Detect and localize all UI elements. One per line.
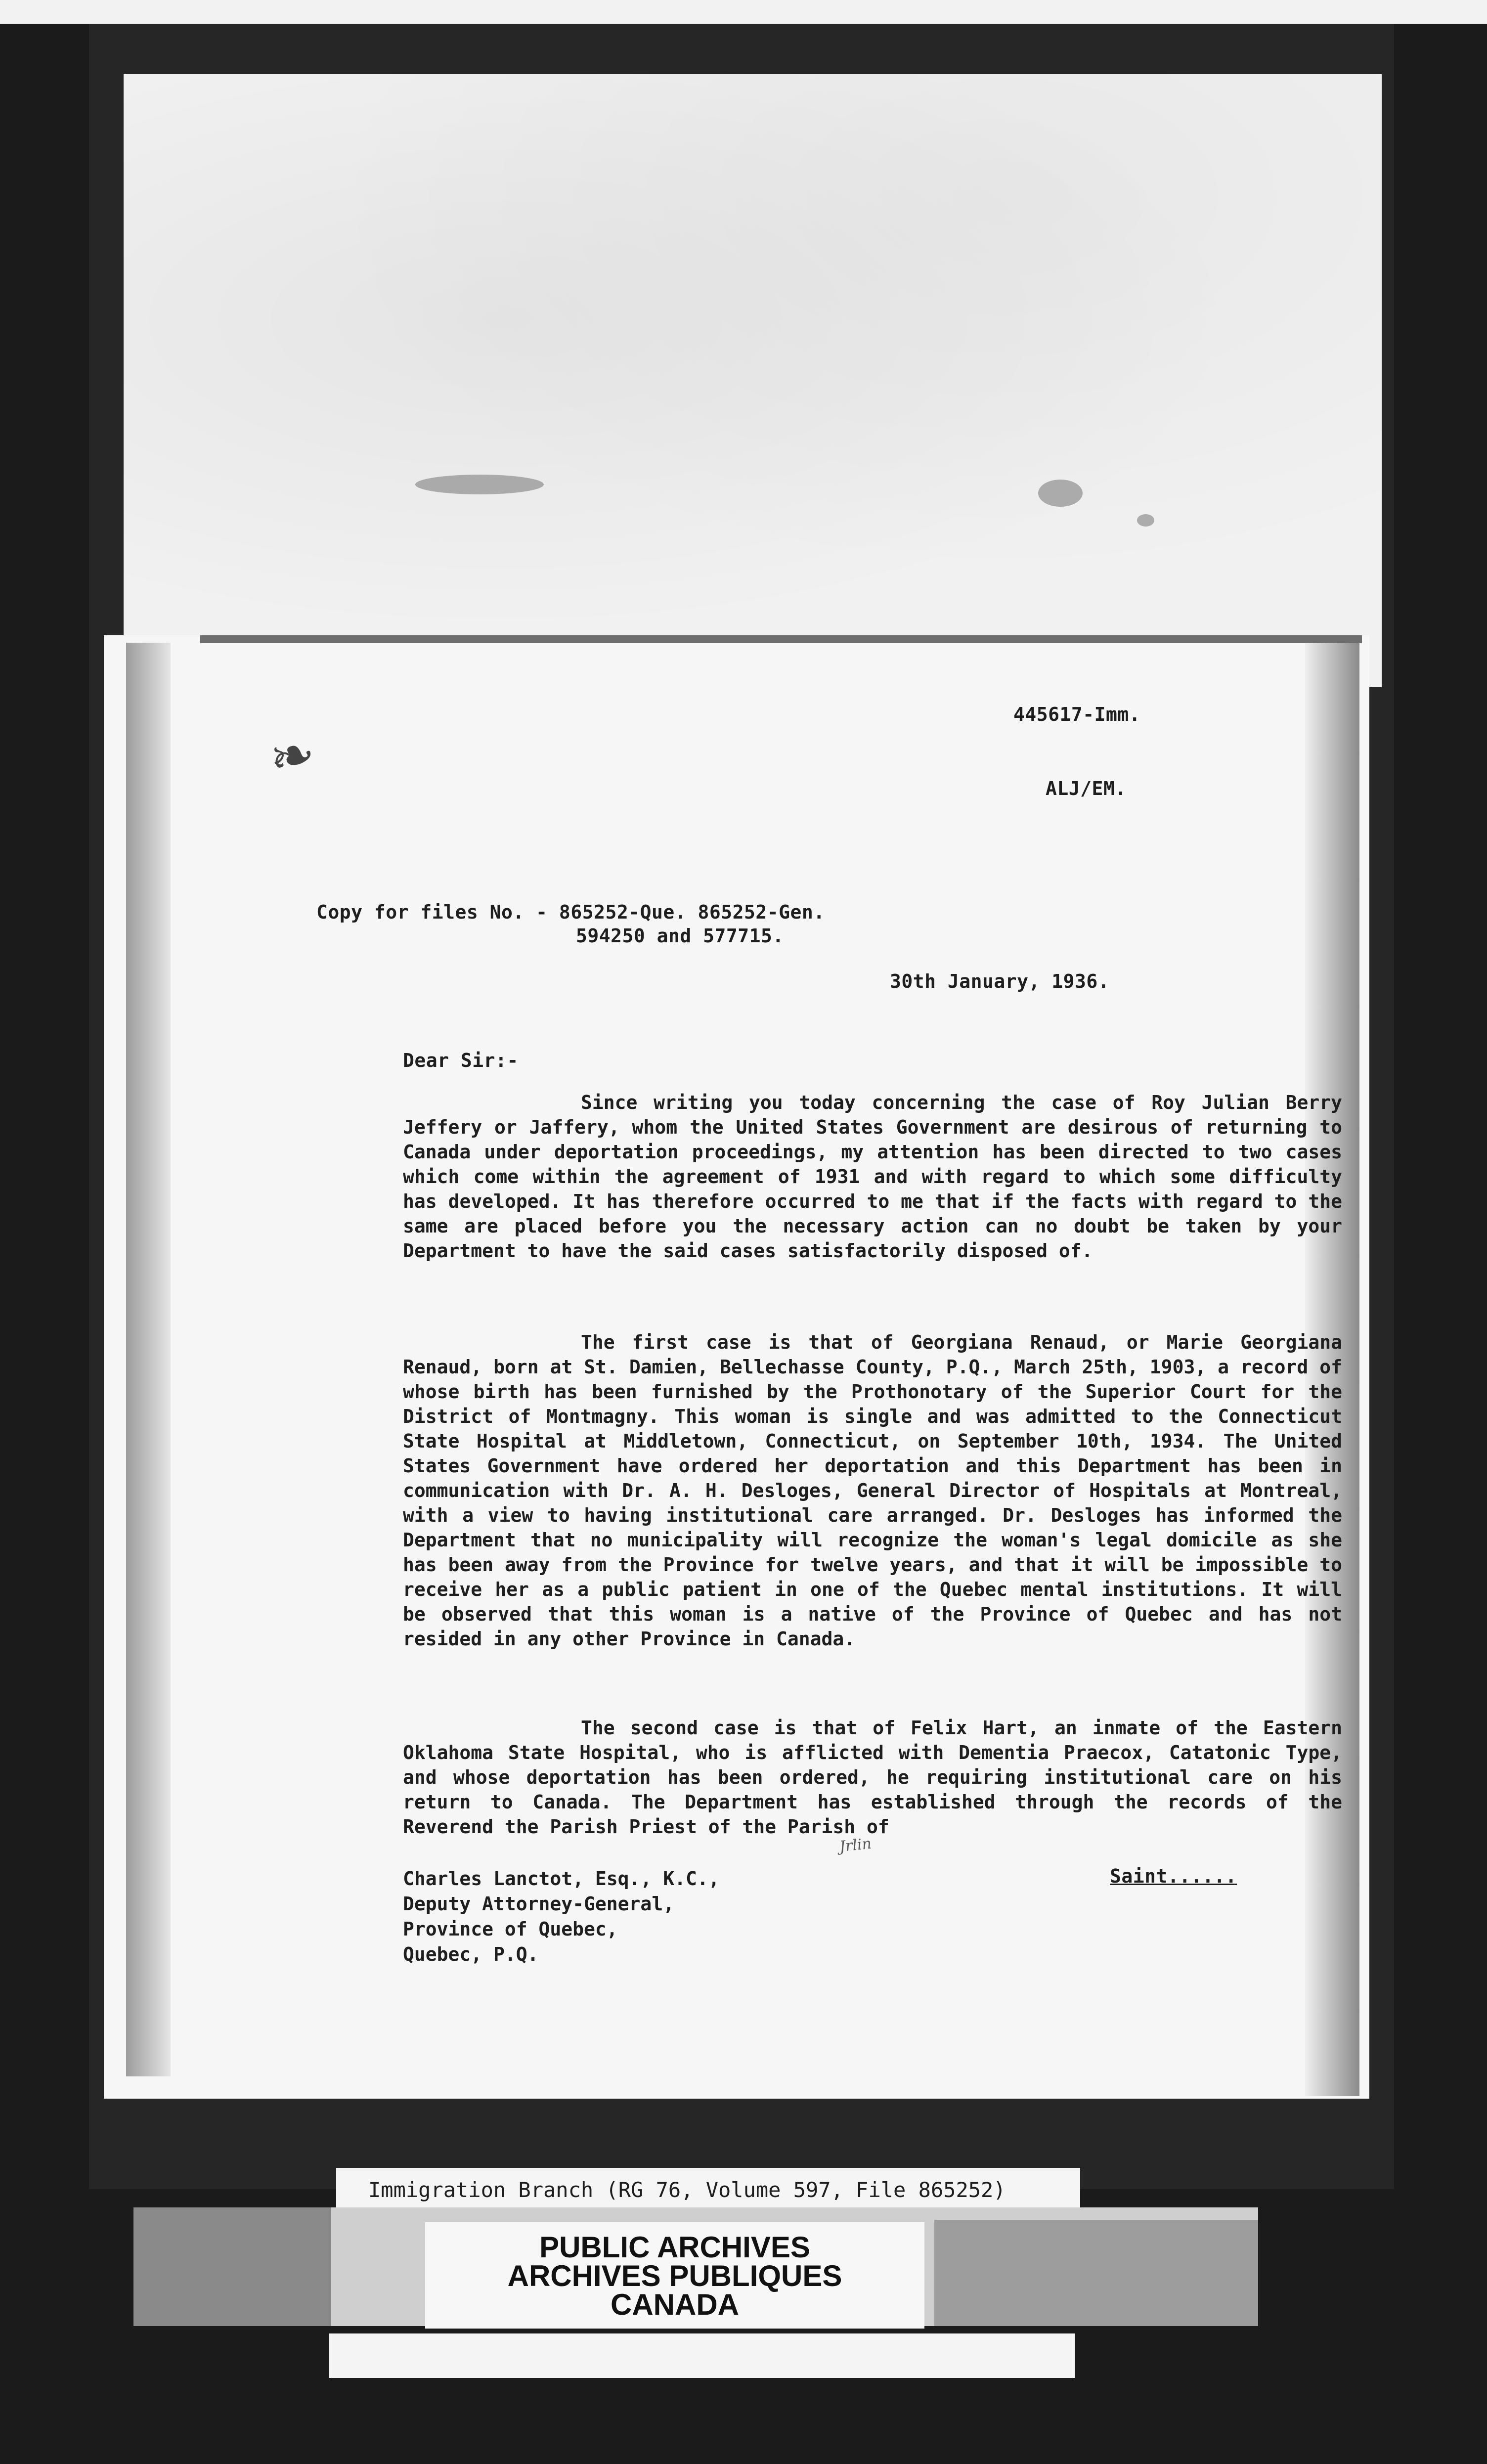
bottom-label-blank [329,2333,1075,2378]
address-line: Province of Quebec, [403,1918,618,1940]
copy-files-line-2: 594250 and 577715. [576,925,784,947]
stamp-strip-right [934,2220,1258,2326]
file-reference: 445617-Imm. [1013,704,1141,725]
stain [1038,480,1083,507]
recipient-address [403,1866,720,1967]
address-line: Quebec, P.Q. [403,1943,539,1965]
stamp-line-3: CANADA [611,2288,739,2321]
handwritten-mark: ❧ [263,720,321,792]
stain [415,475,544,494]
address-line: Charles Lanctot, Esq., K.C., [403,1868,720,1890]
salutation: Dear Sir:- [403,1050,519,1071]
archive-reference-label: Immigration Branch (RG 76, Volume 597, File 865252) [368,2178,1006,2202]
upper-blank-sheet [124,74,1382,687]
typist-initials: ALJ/EM. [1046,778,1127,799]
paragraph-2: The first case is that of Georgiana Renaud, or Marie Georgiana Renaud, born at St. Damien, Bellechasse County, P.Q., March 25th, 1903, a record of whose birth has been furnished by the Prothonotary of the Superior Court for the District of Montmagny. This woman is single and was admitted to the Connecticut State Hospital at Middletown, Connecticut, on September 10th, 1934. The United States Government have ordered her deportation and this Department has been in communication with Dr. A. H. Desloges, General Director of Hospitals at Montreal, with a view to having institutional care arranged. Dr. Desloges has informed the Department that no municipality will recognize the woman's legal domicile as she has been away from the Province for twelve years, and that it will be impossible to receive her as a public patient in one of the Quebec mental institutions. It will be observed that this woman is a native of the Province of Quebec and has not resided in any other Province in Canada. [403,1331,1342,1650]
copy-files-line-1: Copy for files No. - 865252-Que. 865252-Gen. [316,901,825,923]
stamp-line-2: ARCHIVES PUBLIQUES [507,2259,842,2292]
letter-date: 30th January, 1936. [890,970,1110,992]
stamp-line-1: PUBLIC ARCHIVES [539,2231,810,2264]
scan-top-border [0,0,1487,24]
stain [1137,514,1154,527]
paragraph-3: The second case is that of Felix Hart, an inmate of the Eastern Oklahoma State Hospital, who is afflicted with Dementia Praecox, Catatonic Type, and whose deportation has been ordered, he requiring institutional care on his return to Canada. The Department has established through the records of the Reverend the Parish Priest of the Parish of [403,1717,1342,1838]
sheet-fold-shadow [126,643,171,2076]
archives-stamp [425,2222,924,2329]
handwritten-note: Jrlin [838,1835,873,1856]
paragraph-1: Since writing you today concerning the case of Roy Julian Berry Jeffery or Jaffery, whom the United States Government are desirous of returning to Canada under deportation proceedings, my attention has been directed to two cases which come within the agreement of 1931 and with regard to which some difficulty has developed. It has therefore occurred to me that if the facts with regard to the same are placed before you the necessary action can no doubt be taken by your Department to have the said cases satisfactorily disposed of. [403,1092,1342,1262]
continuation-catchword: Saint...... [1110,1865,1237,1887]
sheet-top-edge [200,635,1362,643]
stamp-strip-left [133,2207,331,2326]
address-line: Deputy Attorney-General, [403,1893,675,1915]
